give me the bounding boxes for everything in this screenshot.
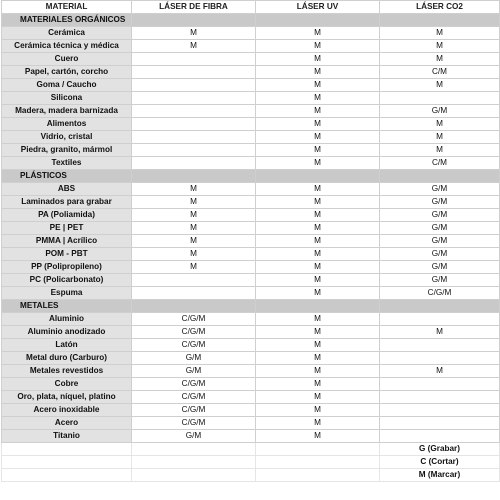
uv-cell[interactable]: M (256, 365, 380, 378)
material-cell[interactable]: Vidrio, cristal (2, 131, 132, 144)
fibra-cell[interactable]: G/M (132, 365, 256, 378)
fibra-cell[interactable] (132, 92, 256, 105)
uv-cell[interactable]: M (256, 131, 380, 144)
co2-cell[interactable] (380, 339, 500, 352)
uv-cell[interactable]: M (256, 378, 380, 391)
fibra-cell[interactable]: C/G/M (132, 326, 256, 339)
table-body (2, 1, 500, 482)
uv-cell[interactable]: M (256, 287, 380, 300)
uv-cell[interactable]: M (256, 417, 380, 430)
fibra-cell[interactable]: G/M (132, 352, 256, 365)
section-title[interactable]: METALES (2, 300, 132, 313)
legend-row (2, 469, 500, 482)
table-row (2, 157, 500, 170)
legend-empty-cell[interactable] (2, 443, 132, 456)
co2-cell[interactable]: G/M (380, 183, 500, 196)
fibra-cell[interactable]: C/G/M (132, 313, 256, 326)
legend-empty-cell[interactable] (256, 443, 380, 456)
section-row (2, 300, 500, 313)
legend-empty-cell[interactable] (132, 469, 256, 482)
table-row (2, 27, 500, 40)
co2-cell[interactable]: M (380, 131, 500, 144)
co2-cell[interactable]: G/M (380, 105, 500, 118)
legend-item[interactable]: G (Grabar) (380, 443, 500, 456)
co2-cell[interactable]: G/M (380, 209, 500, 222)
material-cell[interactable]: Aluminio anodizado (2, 326, 132, 339)
fibra-cell[interactable]: M (132, 40, 256, 53)
fibra-cell[interactable] (132, 157, 256, 170)
material-cell[interactable]: Silicona (2, 92, 132, 105)
uv-cell[interactable]: M (256, 261, 380, 274)
legend-row (2, 443, 500, 456)
legend-empty-cell[interactable] (2, 456, 132, 469)
fibra-cell[interactable]: C/G/M (132, 417, 256, 430)
co2-cell[interactable] (380, 352, 500, 365)
material-cell[interactable]: PP (Polipropileno) (2, 261, 132, 274)
uv-cell[interactable]: M (256, 105, 380, 118)
fibra-cell[interactable]: C/G/M (132, 404, 256, 417)
material-cell[interactable]: POM - PBT (2, 248, 132, 261)
fibra-cell[interactable]: M (132, 261, 256, 274)
fibra-cell[interactable] (132, 144, 256, 157)
uv-cell[interactable]: M (256, 339, 380, 352)
material-cell[interactable]: Madera, madera barnizada (2, 105, 132, 118)
co2-cell[interactable]: M (380, 326, 500, 339)
material-cell[interactable]: Goma / Caucho (2, 79, 132, 92)
material-cell[interactable]: PE | PET (2, 222, 132, 235)
fibra-cell[interactable]: C/G/M (132, 339, 256, 352)
fibra-cell[interactable]: M (132, 183, 256, 196)
fibra-cell[interactable]: M (132, 222, 256, 235)
uv-cell[interactable]: M (256, 352, 380, 365)
table-row (2, 222, 500, 235)
table-row (2, 79, 500, 92)
section-empty-cell[interactable] (380, 14, 500, 27)
laser-material-table (1, 0, 500, 482)
co2-cell[interactable]: C/G/M (380, 287, 500, 300)
co2-cell[interactable] (380, 391, 500, 404)
co2-cell[interactable]: G/M (380, 261, 500, 274)
material-cell[interactable]: Espuma (2, 287, 132, 300)
material-cell[interactable]: Alimentos (2, 118, 132, 131)
fibra-cell[interactable] (132, 287, 256, 300)
fibra-cell[interactable]: M (132, 27, 256, 40)
header-laser-co2[interactable]: LÁSER CO2 (380, 1, 500, 14)
co2-cell[interactable] (380, 378, 500, 391)
table-row (2, 105, 500, 118)
material-cell[interactable]: PMMA | Acrílico (2, 235, 132, 248)
material-cell[interactable]: Metal duro (Carburo) (2, 352, 132, 365)
section-empty-cell[interactable] (380, 170, 500, 183)
header-row (2, 1, 500, 14)
material-cell[interactable]: Oro, plata, níquel, platino (2, 391, 132, 404)
uv-cell[interactable]: M (256, 313, 380, 326)
fibra-cell[interactable] (132, 118, 256, 131)
fibra-cell[interactable]: M (132, 209, 256, 222)
legend-empty-cell[interactable] (132, 443, 256, 456)
material-cell[interactable]: Acero inoxidable (2, 404, 132, 417)
table-row (2, 66, 500, 79)
table-row (2, 92, 500, 105)
material-cell[interactable]: PC (Policarbonato) (2, 274, 132, 287)
section-empty-cell[interactable] (256, 170, 380, 183)
table-row (2, 313, 500, 326)
table-row (2, 339, 500, 352)
uv-cell[interactable]: M (256, 27, 380, 40)
fibra-cell[interactable] (132, 66, 256, 79)
legend-empty-cell[interactable] (256, 469, 380, 482)
uv-cell[interactable]: M (256, 391, 380, 404)
section-row (2, 170, 500, 183)
uv-cell[interactable]: M (256, 248, 380, 261)
material-cell[interactable]: Cuero (2, 53, 132, 66)
material-cell[interactable]: Piedra, granito, mármol (2, 144, 132, 157)
table-row (2, 326, 500, 339)
material-cell[interactable]: Titanio (2, 430, 132, 443)
section-empty-cell[interactable] (256, 14, 380, 27)
header-laser-fibra[interactable]: LÁSER DE FIBRA (132, 1, 256, 14)
uv-cell[interactable]: M (256, 196, 380, 209)
uv-cell[interactable]: M (256, 92, 380, 105)
fibra-cell[interactable] (132, 274, 256, 287)
header-material[interactable]: MATERIAL (2, 1, 132, 14)
table-row (2, 404, 500, 417)
uv-cell[interactable]: M (256, 66, 380, 79)
uv-cell[interactable]: M (256, 235, 380, 248)
co2-cell[interactable]: M (380, 40, 500, 53)
legend-item[interactable]: M (Marcar) (380, 469, 500, 482)
co2-cell[interactable]: M (380, 53, 500, 66)
material-cell[interactable]: Acero (2, 417, 132, 430)
table-row (2, 287, 500, 300)
table-row (2, 378, 500, 391)
uv-cell[interactable]: M (256, 79, 380, 92)
uv-cell[interactable]: M (256, 222, 380, 235)
table-row (2, 209, 500, 222)
uv-cell[interactable]: M (256, 326, 380, 339)
table-row (2, 274, 500, 287)
material-cell[interactable]: ABS (2, 183, 132, 196)
legend-empty-cell[interactable] (132, 456, 256, 469)
material-cell[interactable]: Textiles (2, 157, 132, 170)
table-row (2, 53, 500, 66)
material-cell[interactable]: Cerámica técnica y médica (2, 40, 132, 53)
section-title[interactable]: MATERIALES ORGÁNICOS (2, 14, 132, 27)
section-row (2, 14, 500, 27)
uv-cell[interactable]: M (256, 144, 380, 157)
table-row (2, 352, 500, 365)
section-empty-cell[interactable] (256, 300, 380, 313)
material-cell[interactable]: Cerámica (2, 27, 132, 40)
material-cell[interactable]: Metales revestidos (2, 365, 132, 378)
uv-cell[interactable]: M (256, 274, 380, 287)
table-row (2, 365, 500, 378)
co2-cell[interactable] (380, 417, 500, 430)
table-row (2, 144, 500, 157)
co2-cell[interactable]: G/M (380, 274, 500, 287)
table-row (2, 183, 500, 196)
co2-cell[interactable]: M (380, 27, 500, 40)
table-row (2, 131, 500, 144)
section-empty-cell[interactable] (132, 300, 256, 313)
fibra-cell[interactable]: G/M (132, 430, 256, 443)
fibra-cell[interactable] (132, 79, 256, 92)
fibra-cell[interactable]: M (132, 248, 256, 261)
co2-cell[interactable]: M (380, 144, 500, 157)
legend-empty-cell[interactable] (2, 469, 132, 482)
co2-cell[interactable] (380, 404, 500, 417)
fibra-cell[interactable]: C/G/M (132, 391, 256, 404)
co2-cell[interactable]: G/M (380, 235, 500, 248)
co2-cell[interactable] (380, 430, 500, 443)
material-cell[interactable]: Latón (2, 339, 132, 352)
co2-cell[interactable]: M (380, 79, 500, 92)
section-title[interactable]: PLÁSTICOS (2, 170, 132, 183)
section-empty-cell[interactable] (132, 170, 256, 183)
uv-cell[interactable]: M (256, 404, 380, 417)
uv-cell[interactable]: M (256, 118, 380, 131)
table-row (2, 196, 500, 209)
material-cell[interactable]: Cobre (2, 378, 132, 391)
table-row (2, 261, 500, 274)
header-laser-uv[interactable]: LÁSER UV (256, 1, 380, 14)
uv-cell[interactable]: M (256, 430, 380, 443)
uv-cell[interactable]: M (256, 209, 380, 222)
fibra-cell[interactable] (132, 105, 256, 118)
co2-cell[interactable]: M (380, 365, 500, 378)
material-cell[interactable]: Papel, cartón, corcho (2, 66, 132, 79)
fibra-cell[interactable] (132, 53, 256, 66)
table-row (2, 248, 500, 261)
co2-cell[interactable] (380, 313, 500, 326)
co2-cell[interactable] (380, 92, 500, 105)
table-row (2, 417, 500, 430)
co2-cell[interactable]: G/M (380, 222, 500, 235)
fibra-cell[interactable]: M (132, 196, 256, 209)
uv-cell[interactable]: M (256, 40, 380, 53)
uv-cell[interactable]: M (256, 53, 380, 66)
table-row (2, 391, 500, 404)
table-row (2, 118, 500, 131)
co2-cell[interactable]: C/M (380, 157, 500, 170)
section-empty-cell[interactable] (132, 14, 256, 27)
fibra-cell[interactable]: C/G/M (132, 378, 256, 391)
uv-cell[interactable]: M (256, 157, 380, 170)
table-row (2, 40, 500, 53)
legend-row (2, 456, 500, 469)
legend-empty-cell[interactable] (256, 456, 380, 469)
co2-cell[interactable]: G/M (380, 196, 500, 209)
fibra-cell[interactable] (132, 131, 256, 144)
co2-cell[interactable]: G/M (380, 248, 500, 261)
fibra-cell[interactable]: M (132, 235, 256, 248)
section-empty-cell[interactable] (380, 300, 500, 313)
material-cell[interactable]: Laminados para grabar (2, 196, 132, 209)
uv-cell[interactable]: M (256, 183, 380, 196)
table-row (2, 430, 500, 443)
material-cell[interactable]: PA (Poliamida) (2, 209, 132, 222)
material-cell[interactable]: Aluminio (2, 313, 132, 326)
legend-item[interactable]: C (Cortar) (380, 456, 500, 469)
co2-cell[interactable]: C/M (380, 66, 500, 79)
co2-cell[interactable]: M (380, 118, 500, 131)
table-row (2, 235, 500, 248)
